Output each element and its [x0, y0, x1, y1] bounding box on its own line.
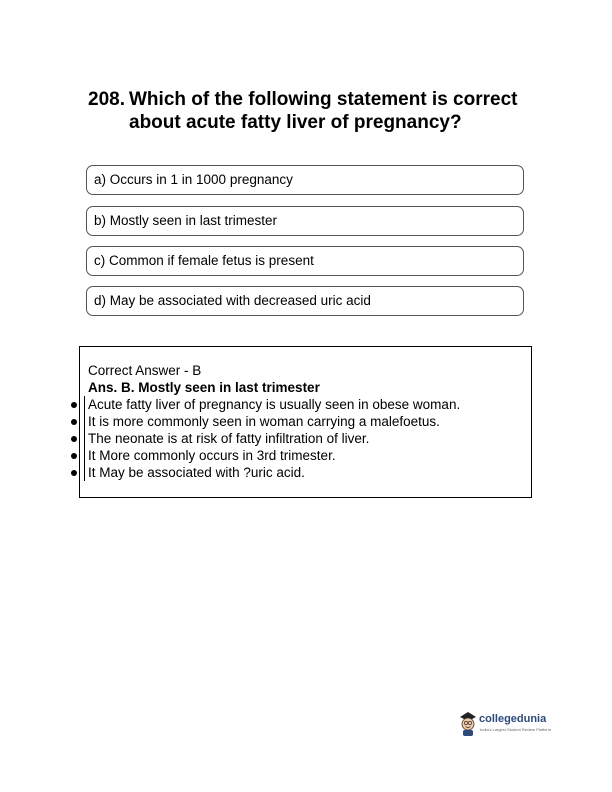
bullet-icon [71, 453, 77, 459]
logo-tagline: India's Largest Student Review Platform [480, 727, 552, 732]
answer-points [80, 396, 531, 481]
bullet-icon [71, 402, 77, 408]
bullet-icon [71, 436, 77, 442]
option-a[interactable]: a) Occurs in 1 in 1000 pregnancy [86, 165, 524, 195]
answer-point: Acute fatty liver of pregnancy is usually seen in obese woman. [88, 397, 461, 412]
bullet-divider [84, 464, 85, 481]
answer-title: Ans. B. Mostly seen in last trimester [88, 380, 320, 395]
list-item [80, 396, 531, 413]
answer-point: It More commonly occurs in 3rd trimester. [88, 448, 336, 463]
bullet-divider [84, 413, 85, 430]
answer-point: It May be associated with ?uric acid. [88, 465, 305, 480]
question [88, 88, 528, 134]
answer-point: It is more commonly seen in woman carrying a malefoetus. [88, 414, 440, 429]
bullet-divider [84, 447, 85, 464]
list-item [80, 464, 531, 481]
bullet-icon [71, 419, 77, 425]
bullet-divider [84, 430, 85, 447]
option-d[interactable]: d) May be associated with decreased uric acid [86, 286, 524, 316]
logo-wordmark: collegedunia [479, 713, 547, 725]
list-item [80, 447, 531, 464]
list-item [80, 413, 531, 430]
answer-heading: Correct Answer - B [88, 363, 202, 378]
question-number: 208. [88, 89, 125, 110]
list-item [80, 430, 531, 447]
answer-box [79, 346, 532, 498]
collegedunia-logo [458, 710, 554, 740]
bullet-divider [84, 396, 85, 413]
option-b[interactable]: b) Mostly seen in last trimester [86, 206, 524, 236]
answer-point: The neonate is at risk of fatty infiltration of liver. [88, 431, 370, 446]
option-c[interactable]: c) Common if female fetus is present [86, 246, 524, 276]
mascot-icon [458, 710, 478, 736]
bullet-icon [71, 470, 77, 476]
question-text: Which of the following statement is correct about acute fatty liver of pregnancy? [129, 89, 518, 133]
